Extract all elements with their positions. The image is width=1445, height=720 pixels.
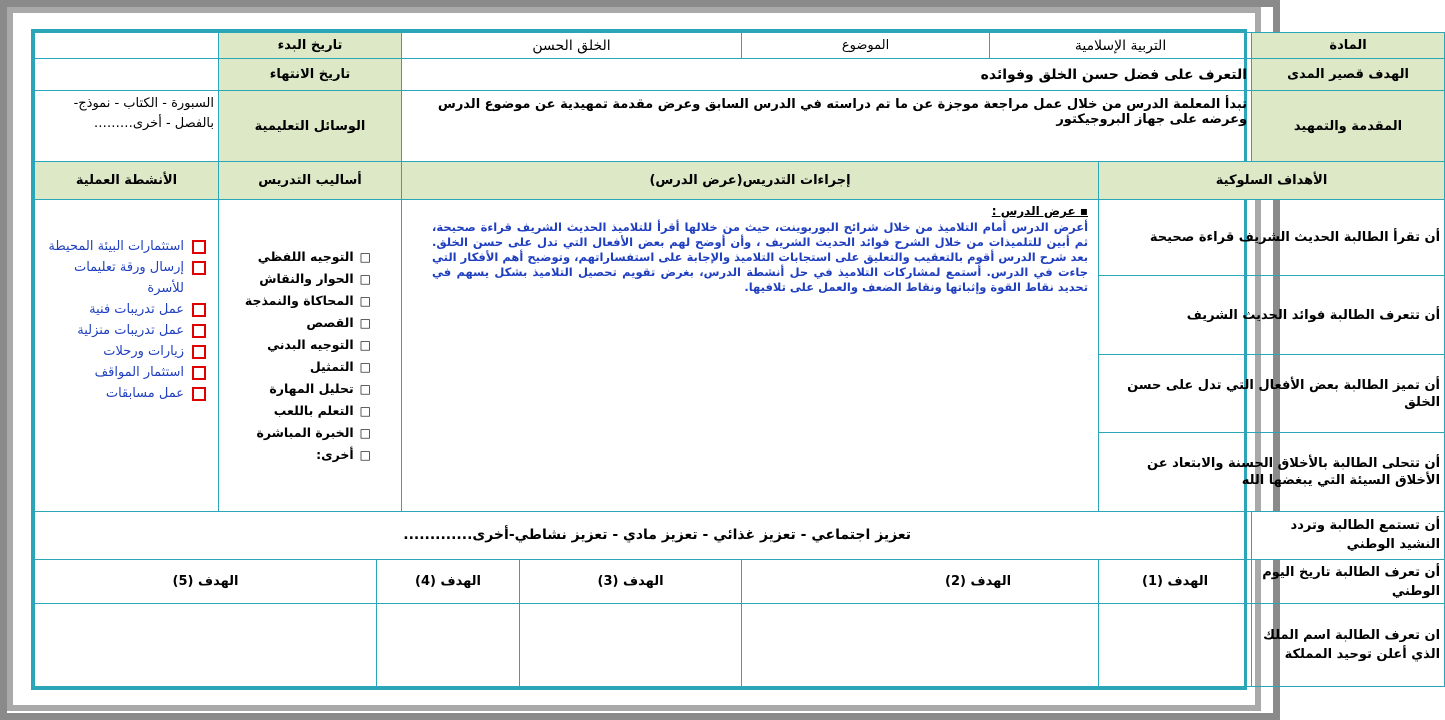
activities-list — [43, 236, 206, 404]
method-item[interactable]: □ التوجيه البدني — [223, 334, 371, 356]
goal-1-header: الهدف (1) — [1099, 560, 1252, 604]
objective-1: أن تقرأ الطالبة الحديث الشريف قراءة صحيحة — [1099, 199, 1445, 275]
activity-item[interactable] — [43, 299, 206, 320]
goal-3-header: الهدف (3) — [520, 560, 742, 604]
end-date-value — [35, 59, 219, 91]
topic-label: الموضوع — [742, 33, 990, 59]
procedures-header: إجراءات التدريس(عرض الدرس) — [402, 161, 1099, 199]
short-goal-value: التعرف على فضل حسن الخلق وفوائده — [402, 59, 1252, 91]
reinforcement-text: تعزيز اجتماعي - تعزيز غذائي - تعزيز مادي - تعزيز نشاطي-أخرى............. — [35, 511, 1252, 559]
activity-item[interactable] — [43, 341, 206, 362]
goal-4-header: الهدف (4) — [377, 560, 520, 604]
method-item[interactable]: □ القصص — [223, 312, 371, 334]
method-item[interactable]: □ الخبرة المباشرة — [223, 422, 371, 444]
checkbox-icon[interactable] — [192, 387, 206, 401]
tools-value: السبورة - الكتاب - نموذج- بالفصل - أخرى……… — [35, 91, 219, 161]
method-item[interactable]: □ تحليل المهارة — [223, 378, 371, 400]
intro-text: تبدأ المعلمة الدرس من خلال عمل مراجعة موجزة عن ما تم دراسته في الدرس السابق وعرض مقدمة تمهيدية عن موضوع الدرس وعرضه على جهاز البروجيكتور — [402, 91, 1252, 161]
checkbox-icon[interactable] — [192, 261, 206, 275]
activity-item[interactable] — [43, 236, 206, 257]
activity-label: عمل تدريبات فنية — [89, 301, 184, 317]
goal-2-cell[interactable] — [742, 604, 1099, 687]
goal-1-cell[interactable] — [1099, 604, 1252, 687]
procedure-title-text: عرض الدرس : — [991, 203, 1076, 218]
activity-label: عمل مسابقات — [105, 385, 184, 401]
method-item[interactable]: □ التوجيه اللفظي — [223, 246, 371, 268]
method-item[interactable]: □ التعلم باللعب — [223, 400, 371, 422]
methods-cell — [219, 199, 402, 511]
activities-cell — [35, 199, 219, 511]
activities-header: الأنشطة العملية — [35, 161, 219, 199]
activity-label: استثمارات البيئة المحيطة — [48, 238, 184, 254]
objective-4: أن تتحلى الطالبة بالأخلاق الحسنة والابتعاد عن الأخلاق السيئة التي يبغضها الله — [1099, 433, 1445, 511]
lesson-plan-sheet — [31, 29, 1441, 690]
short-goal-label: الهدف قصير المدى — [1252, 59, 1445, 91]
activity-item[interactable] — [43, 257, 206, 299]
method-item[interactable]: □ أخرى: — [223, 444, 371, 466]
checkbox-icon[interactable] — [192, 303, 206, 317]
goal-5-cell[interactable] — [35, 604, 377, 687]
extra-objective-1: أن تستمع الطالبة وتردد النشيد الوطني — [1252, 511, 1445, 559]
procedure-text: أعرض الدرس أمام التلاميذ من خلال شرائح البوربوينت، حيث من خلالها أقرأ للتلاميذ الحديث الشريف قراءة صحيحة، ثم أبين للتلميذات من خلال الشرح فوائد الحديث الشريف ، وأن أوضح لهم بعض الأفعال التي تدل على حسن الخلق. بعد شرح الدرس أقوم بالتعقيب والتعليق على استجابات التلاميذ والإجابة على استفساراتهم، وتوضيح أهم الأفكار التي جاءت في الدرس. أستمع لمشاركات التلاميذ في حل أنشطة الدرس، بغرض تقويم تحصيل التلاميذ بشكل يسهم في تحديد نقاط القوة وإثباتها ونقاط الضعف والعمل على تلافيها. — [432, 219, 1089, 294]
checkbox-icon[interactable] — [192, 240, 206, 254]
activity-label: عمل تدريبات منزلية — [77, 322, 184, 338]
goal-2-header: الهدف (2) — [742, 560, 1099, 604]
subject-value: التربية الإسلامية — [990, 33, 1252, 59]
lesson-plan-table — [34, 32, 1445, 687]
method-item[interactable]: □ المحاكاة والنمذجة — [223, 290, 371, 312]
method-item[interactable]: □ التمثيل — [223, 356, 371, 378]
methods-list — [223, 246, 371, 466]
methods-header: أساليب التدريس — [219, 161, 402, 199]
checkbox-icon[interactable] — [192, 345, 206, 359]
intro-label: المقدمة والتمهيد — [1252, 91, 1445, 161]
objectives-header: الأهداف السلوكية — [1099, 161, 1445, 199]
checkbox-icon[interactable] — [192, 324, 206, 338]
goal-4-cell[interactable] — [377, 604, 520, 687]
procedure-cell — [402, 199, 1099, 511]
subject-label: المادة — [1252, 33, 1445, 59]
start-date-label: تاريخ البدء — [219, 33, 402, 59]
objective-2: أن تتعرف الطالبة فوائد الحديث الشريف — [1099, 276, 1445, 354]
extra-objective-3: ان تعرف الطالبة اسم الملك الذي أعلن توحيد المملكة — [1252, 604, 1445, 687]
activity-label: استثمار المواقف — [94, 364, 184, 380]
start-date-value — [35, 33, 219, 59]
tools-label: الوسائل التعليمية — [219, 91, 402, 161]
extra-objective-2: أن تعرف الطالبة تاريخ اليوم الوطني — [1252, 560, 1445, 604]
activity-item[interactable] — [43, 320, 206, 341]
activity-label: زيارات ورحلات — [103, 343, 184, 359]
method-item[interactable]: □ الحوار والنقاش — [223, 268, 371, 290]
goal-3-cell[interactable] — [520, 604, 742, 687]
checkbox-icon[interactable] — [192, 366, 206, 380]
activity-label: إرسال ورقة تعليمات للأسرة — [73, 259, 184, 296]
procedure-title: ▪ عرض الدرس : — [991, 203, 1089, 218]
activity-item[interactable] — [43, 362, 206, 383]
topic-value: الخلق الحسن — [402, 33, 742, 59]
objective-3: أن تميز الطالبة بعض الأفعال التي تدل على حسن الخلق — [1099, 354, 1445, 432]
activity-item[interactable] — [43, 383, 206, 404]
end-date-label: تاريخ الانتهاء — [219, 59, 402, 91]
goal-5-header: الهدف (5) — [35, 560, 377, 604]
